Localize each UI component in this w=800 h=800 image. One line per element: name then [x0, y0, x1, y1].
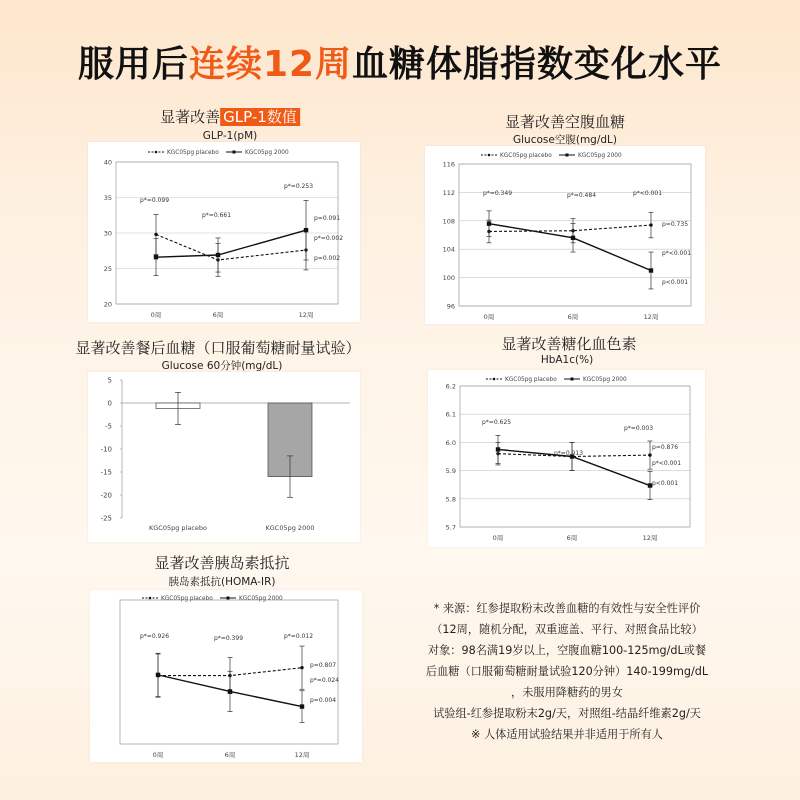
p-value-label: p*<0.001 [633, 190, 663, 197]
data-point [300, 704, 304, 708]
y-tick-label: 35 [103, 194, 112, 202]
glp1-line-chart [88, 142, 360, 322]
p-value-label: p*=0.913 [554, 450, 584, 457]
homa-chart-title: 显著改善胰岛素抵抗 [154, 554, 290, 572]
y-tick-label: 6.2 [445, 382, 456, 391]
x-tick-label: 6周 [567, 313, 579, 321]
p-value-label: p=0.807 [310, 662, 337, 669]
hba1c-line-chart [428, 370, 705, 547]
x-tick-label: 6周 [566, 534, 578, 542]
source-note [412, 598, 722, 745]
p-value-label: p*=0.661 [202, 212, 232, 219]
x-tick-label: 0周 [483, 313, 495, 321]
homa-line-chart [90, 590, 362, 762]
p-value-label: p=0.091 [314, 215, 341, 222]
y-tick-label: 0 [107, 399, 112, 408]
legend-label: KGC05pg placebo [167, 150, 219, 157]
y-tick-label: 25 [103, 265, 112, 273]
homa-chart-panel [90, 590, 362, 762]
p-value-label: p=0.004 [310, 697, 337, 704]
p-value-label: p*=0.003 [624, 425, 654, 432]
p-value-label: p=0.735 [662, 221, 689, 228]
fbg-chart-title: 显著改善空腹血糖 [504, 113, 626, 131]
headline-part3: 血糖体脂指数变化水平 [352, 44, 723, 85]
x-tick-label: 12周 [643, 313, 659, 321]
fbg-chart-subtitle: Glucose空腹(mg/dL) [513, 134, 617, 146]
data-point [649, 223, 652, 226]
y-tick-label: -20 [100, 491, 112, 500]
data-point [304, 228, 308, 232]
x-tick-label: 6周 [212, 311, 224, 319]
data-point [487, 221, 491, 225]
ppg-chart-title: 显著改善餐后血糖（口服葡萄糖耐量试验） [75, 339, 361, 357]
glp1-chart-panel [88, 142, 360, 322]
glp1-chart-title [160, 106, 300, 127]
legend-marker [493, 378, 496, 381]
data-point [571, 236, 575, 240]
x-category-label: KGC05pg placebo [148, 524, 208, 532]
y-tick-label: -15 [100, 468, 112, 477]
p-value-label: p*=0.012 [284, 633, 314, 640]
ppg-chart-panel [88, 372, 360, 542]
p-value-label: p*=0.926 [140, 633, 170, 640]
y-tick-label: 116 [442, 160, 455, 169]
note-line: ，未服用降糖药的男女 [511, 686, 623, 699]
plot-frame [459, 164, 691, 306]
legend-label: KGC05pg placebo [161, 596, 213, 603]
p-value-label: p*=0.024 [310, 677, 340, 684]
data-point [300, 666, 303, 669]
fbg-chart-panel [425, 146, 705, 324]
y-tick-label: 5.7 [445, 523, 456, 532]
legend-label: KGC05pg 2000 [583, 377, 627, 384]
y-tick-label: 20 [103, 300, 112, 309]
legend-label: KGC05pg 2000 [239, 596, 283, 603]
legend-marker [566, 154, 569, 157]
plot-frame [120, 600, 338, 744]
note-line: （12周，随机分配，双重遮盖、平行、对照食品比较） [431, 623, 703, 636]
data-point [649, 268, 653, 272]
x-tick-label: 0周 [152, 751, 164, 759]
y-tick-label: -25 [100, 514, 112, 523]
glp1-title-highlight: GLP-1数值 [220, 108, 300, 126]
note-line: 后血糖（口服葡萄糖耐量试验120分钟）140-199mg/dL [425, 665, 709, 678]
p-value-label: p*=0.484 [567, 192, 597, 199]
glp1-chart-subtitle: GLP-1(pM) [202, 130, 258, 142]
y-tick-label: 108 [442, 217, 455, 226]
fbg-line-chart [425, 146, 705, 324]
p-value-label: p*=0.099 [140, 197, 170, 204]
hba1c-chart-subtitle: HbA1c(%) [540, 354, 594, 366]
y-tick-label: 96 [446, 302, 455, 311]
p-value-label: p<0.001 [652, 480, 679, 487]
p-value-label: p<0.001 [662, 279, 689, 286]
y-tick-label: -5 [105, 422, 112, 431]
y-tick-label: 40 [103, 158, 112, 167]
page-headline [0, 36, 800, 87]
legend-marker [149, 597, 152, 600]
legend-marker [488, 154, 491, 157]
data-point [154, 233, 157, 236]
data-point [648, 453, 651, 456]
x-tick-label: 12周 [642, 534, 658, 542]
data-point [156, 673, 160, 677]
p-value-label: p*=0.253 [284, 183, 314, 190]
hba1c-chart-title: 显著改善糖化血色素 [501, 335, 637, 353]
x-tick-label: 12周 [298, 311, 314, 319]
data-point [228, 689, 232, 693]
legend-label: KGC05pg placebo [505, 377, 557, 384]
y-tick-label: 112 [442, 188, 455, 197]
x-tick-label: 12周 [294, 751, 310, 759]
y-tick-label: 104 [442, 245, 455, 254]
legend-label: KGC05pg placebo [500, 153, 552, 160]
y-tick-label: 5.8 [445, 495, 456, 504]
headline-highlight: 连续12周 [188, 44, 353, 85]
data-point [216, 253, 220, 257]
data-point [496, 447, 500, 451]
legend-marker [227, 597, 230, 600]
y-tick-label: 5 [107, 376, 112, 385]
ppg-chart-subtitle: Glucose 60分钟(mg/dL) [161, 360, 283, 372]
y-tick-label: -10 [100, 445, 112, 454]
legend-label: KGC05pg 2000 [245, 150, 289, 157]
x-tick-label: 0周 [492, 534, 504, 542]
glp1-title-prefix: 显著改善 [160, 108, 221, 126]
x-category-label: KGC05pg 2000 [265, 524, 315, 532]
note-line: 试验组-红参提取粉末2g/天，对照组-结晶纤维素2g/天 [433, 707, 701, 720]
legend-marker [155, 151, 158, 154]
p-value-label: p*<0.001 [652, 460, 682, 467]
p-value-label: p*=0.002 [314, 235, 344, 242]
legend-marker [233, 151, 236, 154]
y-tick-label: 6.1 [445, 410, 456, 419]
x-tick-label: 0周 [150, 311, 162, 319]
headline-part1: 服用后 [77, 44, 189, 85]
p-value-label: p=0.876 [652, 444, 679, 451]
note-line: 对象：98名满19岁以上，空腹血糖100-125mg/dL或餐 [427, 644, 707, 657]
y-tick-label: 30 [103, 229, 112, 238]
note-line: * 来源：红参提取粉末改善血糖的有效性与安全性评价 [433, 602, 701, 615]
homa-chart-subtitle: 胰岛素抵抗(HOMA-IR) [168, 576, 276, 588]
note-line: ※ 人体适用试验结果并非适用于所有人 [471, 728, 663, 741]
y-tick-label: 100 [442, 274, 455, 283]
p-value-label: p=0.002 [314, 255, 341, 262]
hba1c-chart-panel [428, 370, 705, 547]
y-tick-label: 6.0 [445, 438, 456, 447]
legend-label: KGC05pg 2000 [578, 153, 622, 160]
p-value-label: p*=0.399 [214, 635, 244, 642]
p-value-label: p*<0.001 [662, 250, 692, 257]
p-value-label: p*=0.349 [483, 190, 513, 197]
data-point [154, 255, 158, 259]
y-tick-label: 5.9 [445, 467, 456, 476]
x-tick-label: 6周 [224, 751, 236, 759]
legend-marker [571, 378, 574, 381]
ppg-bar-chart [88, 372, 360, 542]
p-value-label: p*=0.625 [482, 419, 512, 426]
